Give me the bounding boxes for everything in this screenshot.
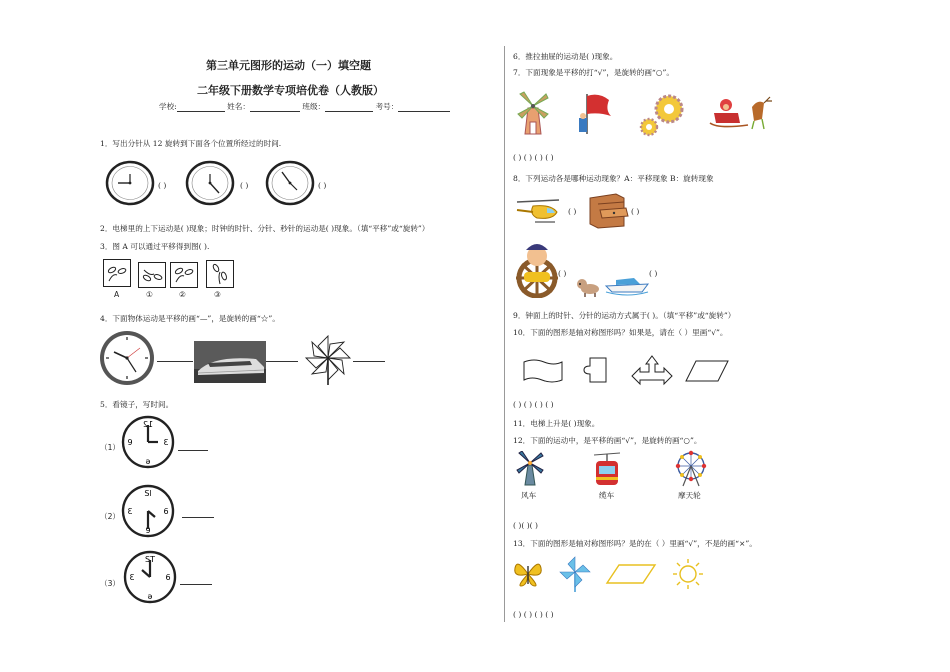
q10-text: 10．下面的图形是轴对称图形吗？如果是，请在（ ）里画“√”。 <box>513 328 728 337</box>
q10-puzzle-shape <box>582 356 610 384</box>
q4-text: 4．下面物体运动是平移的画“—”，是旋转的画“☆”。 <box>100 314 280 323</box>
q7-gears-image <box>637 91 691 139</box>
q8-captain-wheel-image <box>512 240 562 298</box>
q10-blanks[interactable]: ( ) ( ) ( ) ( ) <box>513 400 554 409</box>
q8-text: 8．下列运动各是哪种运动现象？A：平移现象 B：旋转现象 <box>513 174 714 183</box>
q8-blank-2[interactable]: ( ) <box>631 207 640 216</box>
q5-answer-line-1[interactable] <box>178 450 208 451</box>
svg-text:9: 9 <box>127 438 133 447</box>
q3-label-1: ① <box>146 290 153 299</box>
q13-blanks[interactable]: ( ) ( ) ( ) ( ) <box>513 610 554 619</box>
q5-item-1-label: （1） <box>100 443 121 452</box>
q4-pinwheel-image <box>304 334 352 386</box>
q13-pinwheel-image <box>558 555 592 593</box>
q13-sun-image <box>671 557 705 591</box>
q8-blank-4[interactable]: ( ) <box>649 269 658 278</box>
column-divider <box>504 46 505 622</box>
q5-answer-line-3[interactable] <box>180 584 212 585</box>
q7-text: 7．下面现象是平移的打“√”，是旋转的画“○”。 <box>513 68 674 77</box>
svg-text:ə: ə <box>147 592 153 601</box>
q4-answer-line-3[interactable] <box>353 361 385 362</box>
q12-blanks[interactable]: ( )( )( ) <box>513 521 539 530</box>
class-label: 班级： <box>302 102 326 111</box>
student-info-row <box>159 101 450 112</box>
q3-label-2: ② <box>179 290 186 299</box>
q3-figure-2 <box>170 262 198 288</box>
exam-no-field[interactable] <box>398 103 450 112</box>
q5-item-3-label: （3） <box>100 579 121 588</box>
q3-figure-1 <box>138 262 166 288</box>
svg-text:Ɛ: Ɛ <box>163 438 169 447</box>
q9-text: 9．钟面上的时针、分针的运动方式属于( )。（填“平移”或“旋转”） <box>513 311 736 320</box>
q7-santa-sleigh-image <box>708 95 774 133</box>
q3-figure-3 <box>206 260 234 288</box>
q3-label-3: ③ <box>214 290 221 299</box>
q5-item-2-label: （2） <box>100 512 121 521</box>
class-field[interactable] <box>325 103 373 112</box>
q8-blank-1[interactable]: ( ) <box>568 207 577 216</box>
q12-label-ferris-wheel: 摩天轮 <box>678 491 701 500</box>
q3-text: 3．图 A 可以通过平移得到图( ). <box>100 242 210 251</box>
svg-text:6: 6 <box>165 573 171 582</box>
q4-answer-line-2[interactable] <box>266 361 298 362</box>
q12-cable-car-image <box>592 451 622 489</box>
svg-text:Sl: Sl <box>144 489 152 498</box>
exam-no-label: 考号： <box>375 102 399 111</box>
q13-parallelogram-image <box>605 563 657 585</box>
q4-clock-image <box>98 330 156 386</box>
q12-ferris-wheel-image <box>673 450 709 488</box>
q8-boat-image <box>604 272 650 296</box>
q1-clock-1 <box>105 160 155 206</box>
q8-blank-3[interactable]: ( ) <box>558 269 567 278</box>
q5-mirror-clock-3 <box>122 550 178 604</box>
q3-figure-a <box>103 259 131 287</box>
q3-label-a: A <box>114 290 120 299</box>
q11-text: 11．电梯上升是( )现象。 <box>513 419 600 428</box>
q4-answer-line-1[interactable] <box>157 361 193 362</box>
name-field[interactable] <box>250 103 300 112</box>
q1-text: 1．写出分针从 12 旋转到下面各个位置所经过的时间. <box>100 139 282 148</box>
svg-text:12: 12 <box>142 420 154 429</box>
svg-text:ə: ə <box>145 457 151 466</box>
q1-clock-2 <box>185 160 235 206</box>
q13-butterfly-image <box>513 560 543 588</box>
q2-text: 2．电梯里的上下运动是( )现象；时钟的时针、分针、秒针的运动是( )现象。（填“平移”或“旋转”） <box>100 224 430 233</box>
school-label: 学校: <box>159 102 177 111</box>
svg-text:6: 6 <box>163 507 169 516</box>
name-label: 姓名： <box>227 102 250 111</box>
q7-blanks[interactable]: ( ) ( ) ( ) ( ) <box>513 153 554 162</box>
svg-text:Ɛ: Ɛ <box>129 573 135 582</box>
q5-answer-line-2[interactable] <box>182 517 214 518</box>
q1-blank-3[interactable]: ( ) <box>318 181 327 190</box>
q12-windmill-image <box>515 451 545 487</box>
q7-windmill-image <box>516 90 550 136</box>
q10-flag-shape <box>522 358 564 384</box>
q10-arrows-shape <box>630 354 674 386</box>
q8-drawer-image <box>586 190 630 230</box>
q1-blank-1[interactable]: ( ) <box>158 181 167 190</box>
svg-text:Ɛ: Ɛ <box>127 507 133 516</box>
q1-clock-3 <box>265 160 315 206</box>
q10-parallelogram-shape <box>684 359 730 383</box>
q12-text: 12．下面的运动中，是平移的画“√”，是旋转的画“○”。 <box>513 436 702 445</box>
q4-train-image <box>194 341 266 383</box>
school-field[interactable] <box>177 103 225 112</box>
q5-text: 5．看镜子，写时间。 <box>100 400 174 409</box>
q8-helicopter-image <box>513 198 569 226</box>
q5-mirror-clock-2 <box>120 484 176 538</box>
q1-blank-2[interactable]: ( ) <box>240 181 249 190</box>
q6-text: 6．推拉抽屉的运动是( )现象。 <box>513 52 618 61</box>
worksheet-subtitle: 二年级下册数学专项培优卷（人教版） <box>197 84 384 97</box>
q13-text: 13．下面的图形是轴对称图形吗？是的在（ ）里画“√”，不是的画“×”。 <box>513 539 757 548</box>
q5-mirror-clock-1 <box>120 415 176 469</box>
q12-label-windmill: 风车 <box>521 491 537 500</box>
q12-label-cable-car: 缆车 <box>599 491 615 500</box>
svg-text:ST: ST <box>145 555 155 564</box>
worksheet-title: 第三单元图形的运动（一）填空题 <box>206 59 371 72</box>
q8-dog-image <box>576 276 602 298</box>
q7-flag-image <box>575 92 617 136</box>
svg-text:9: 9 <box>145 526 151 535</box>
